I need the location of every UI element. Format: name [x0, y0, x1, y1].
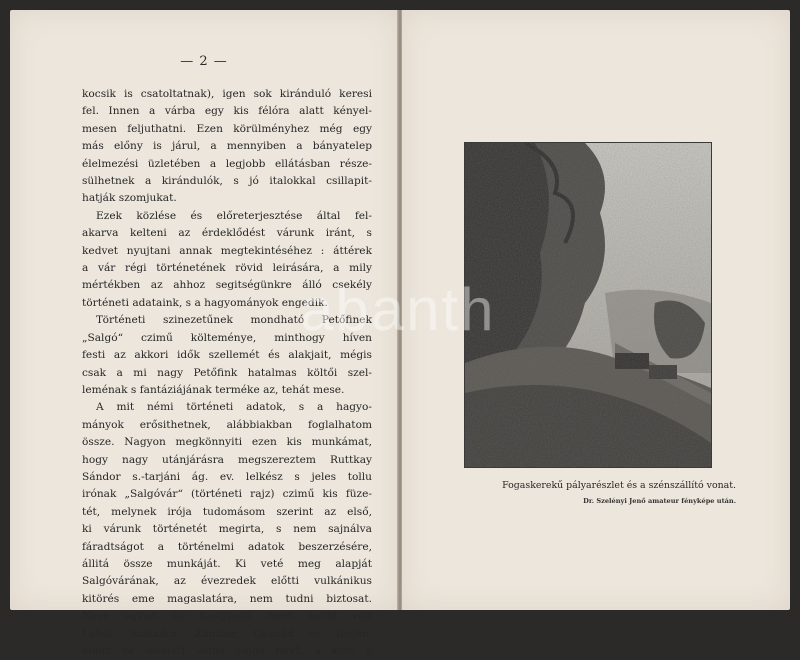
text-line: fáradtságot a történelmi adatok beszerzésére, — [82, 540, 372, 553]
text-line: A mit némi történeti adatok, s a hagyo- — [96, 401, 372, 414]
photo-caption: Fogaskerekű pályarészlet és a szénszállító vonat. — [502, 480, 736, 491]
text-line: Sándor s.-tarjáni ág. ev. lelkész s jeles tollu — [82, 470, 372, 483]
text-line: leménak s fantáziájának terméke az, tehát mese. — [82, 383, 345, 396]
text-line: ki várunk történetét megirta, s nem sajnálva — [82, 523, 372, 536]
text-line: sülhetnek a kirándulók, s jó italokkal csillapit- — [82, 175, 372, 188]
text-line: Lehel, Szabolcs, Zombor, Csanád és Tarján, — [82, 627, 372, 640]
text-line: kocsik is csatoltatnak), igen sok kiránduló keresi — [82, 88, 372, 100]
text-line: Salgóvárának, az évezredek előtti vulkánikus — [82, 575, 372, 588]
text-line: állitá össze munkáját. Ki veté meg alapját — [82, 557, 372, 570]
text-line: miért ne lehetett volna Salgó nevű, a kiról a — [82, 645, 372, 657]
text-line: össze. Nagyon megkönnyiti ezen kis munkámat, — [82, 436, 372, 449]
text-line: mesen feljuthatni. Ezen körülményhez még egy — [82, 122, 372, 135]
text-line: a vár régi történetének rövid leirására, a mily — [82, 262, 372, 275]
text-line: mértékben az ahhoz segitségünkre álló csekély — [82, 279, 372, 292]
text-line: fel. Innen a várba egy kis félóra alatt kényel- — [82, 105, 372, 118]
watermark: abanth — [300, 276, 496, 343]
text-line: irónak „Salgóvár“ (történeti rajz) czimű kis füze- — [82, 488, 372, 501]
text-line: kitörés eme magaslatára, nem tudni biztosat. — [82, 592, 372, 605]
text-line: hatják szomjukat. — [82, 192, 177, 205]
text-line: Neve ugyan ősi hangzású, mert amint volt — [82, 610, 372, 623]
text-line: történeti adataink, s a hagyományok engedik. — [82, 296, 328, 309]
text-line: festi az akkori idők szellemét és alakjait, mégis — [82, 349, 372, 362]
photograph — [464, 142, 712, 468]
text-line: kedvet nyujtani annak megtekintéséhez : áttérek — [82, 244, 372, 257]
text-line: mányok erősithetnek, alábbiakban foglalhatom — [82, 418, 372, 431]
text-line: csak a mi nagy Petőfink hatalmas költői szel- — [82, 366, 372, 379]
body-text — [82, 86, 372, 660]
photo-credit: Dr. Szelényi Jenő amateur fényképe után. — [583, 497, 736, 505]
page-number: — 2 — — [180, 54, 228, 69]
text-line: akarva kelteni az érdeklődést várunk iránt, s — [82, 227, 372, 240]
text-line: élelmezési üzletében a legjobb ellátásban része- — [82, 157, 372, 170]
text-line: hogy nagy utánjárásra megszereztem Ruttkay — [82, 453, 372, 466]
text-line: tét, melynek irója tudomásom szerint az első, — [82, 505, 372, 518]
text-line: Ezek közlése és előreterjesztése által fel- — [96, 209, 372, 222]
text-line: Történeti szinezetűnek mondható Petőfinek — [96, 314, 372, 327]
landscape-photo-icon — [465, 143, 711, 467]
text-line: „Salgó“ czimű költeménye, minthogy híven — [82, 331, 372, 344]
text-line: más előny is járul, a mennyiben a bányatelep — [82, 140, 372, 153]
